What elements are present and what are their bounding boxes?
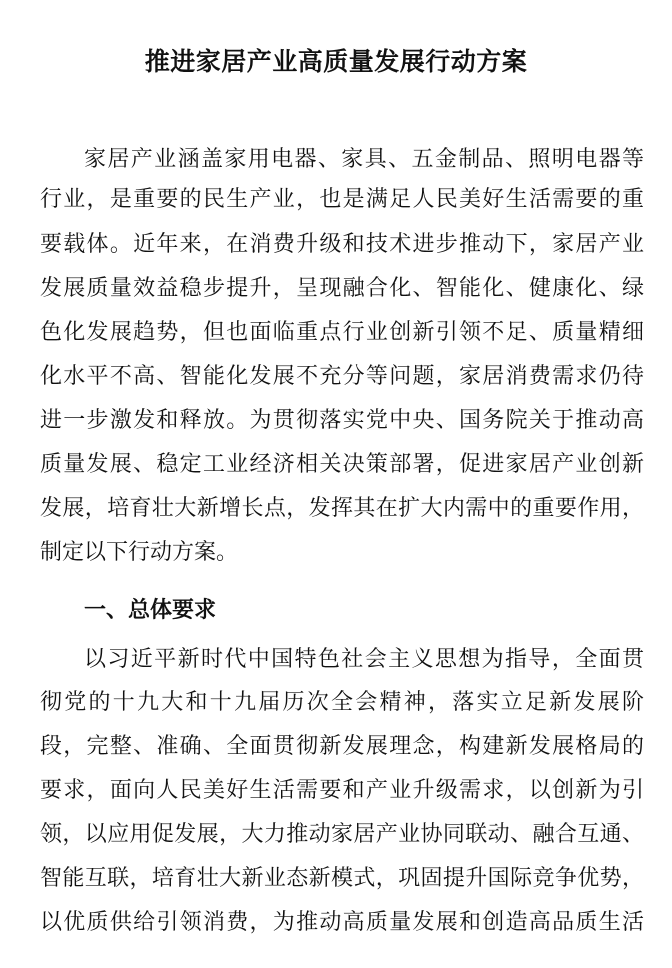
paragraph-line: 段，完整、准确、全面贯彻新发展理念，构建新发展格局的 (40, 734, 644, 759)
paragraph-line: 要载体。近年来，在消费升级和技术进步推动下，家居产业 (40, 232, 644, 257)
paragraph-line: 质量发展、稳定工业经济相关决策部署，促进家居产业创新 (40, 452, 644, 477)
paragraph-line: 发展，培育壮大新增长点，发挥其在扩大内需中的重要作用， (40, 496, 644, 521)
paragraph-line: 智能互联，培育壮大新业态新模式，巩固提升国际竞争优势， (40, 866, 644, 891)
paragraph-line: 色化发展趋势，但也面临重点行业创新引领不足、质量精细 (40, 320, 644, 345)
paragraph-line: 发展质量效益稳步提升，呈现融合化、智能化、健康化、绿 (40, 276, 644, 301)
paragraph-line: 彻党的十九大和十九届历次全会精神，落实立足新发展阶 (40, 690, 644, 715)
paragraph-line: 进一步激发和释放。为贯彻落实党中央、国务院关于推动高 (40, 408, 644, 433)
paragraph-line: 制定以下行动方案。 (40, 540, 239, 565)
paragraph-line: 行业，是重要的民生产业，也是满足人民美好生活需要的重 (40, 187, 644, 212)
paragraph-line: 家居产业涵盖家用电器、家具、五金制品、照明电器等 (84, 147, 644, 172)
paragraph-line: 以习近平新时代中国特色社会主义思想为指导，全面贯 (84, 647, 644, 672)
section-heading: 一、总体要求 (84, 598, 217, 623)
paragraph-line: 化水平不高、智能化发展不充分等问题，家居消费需求仍待 (40, 364, 644, 389)
paragraph-line: 要求，面向人民美好生活需要和产业升级需求，以创新为引 (40, 778, 644, 803)
document-title: 推进家居产业高质量发展行动方案 (144, 47, 528, 76)
paragraph-line: 以优质供给引领消费，为推动高质量发展和创造高品质生活 (40, 910, 644, 935)
paragraph-line: 领，以应用促发展，大力推动家居产业协同联动、融合互通、 (40, 822, 644, 847)
